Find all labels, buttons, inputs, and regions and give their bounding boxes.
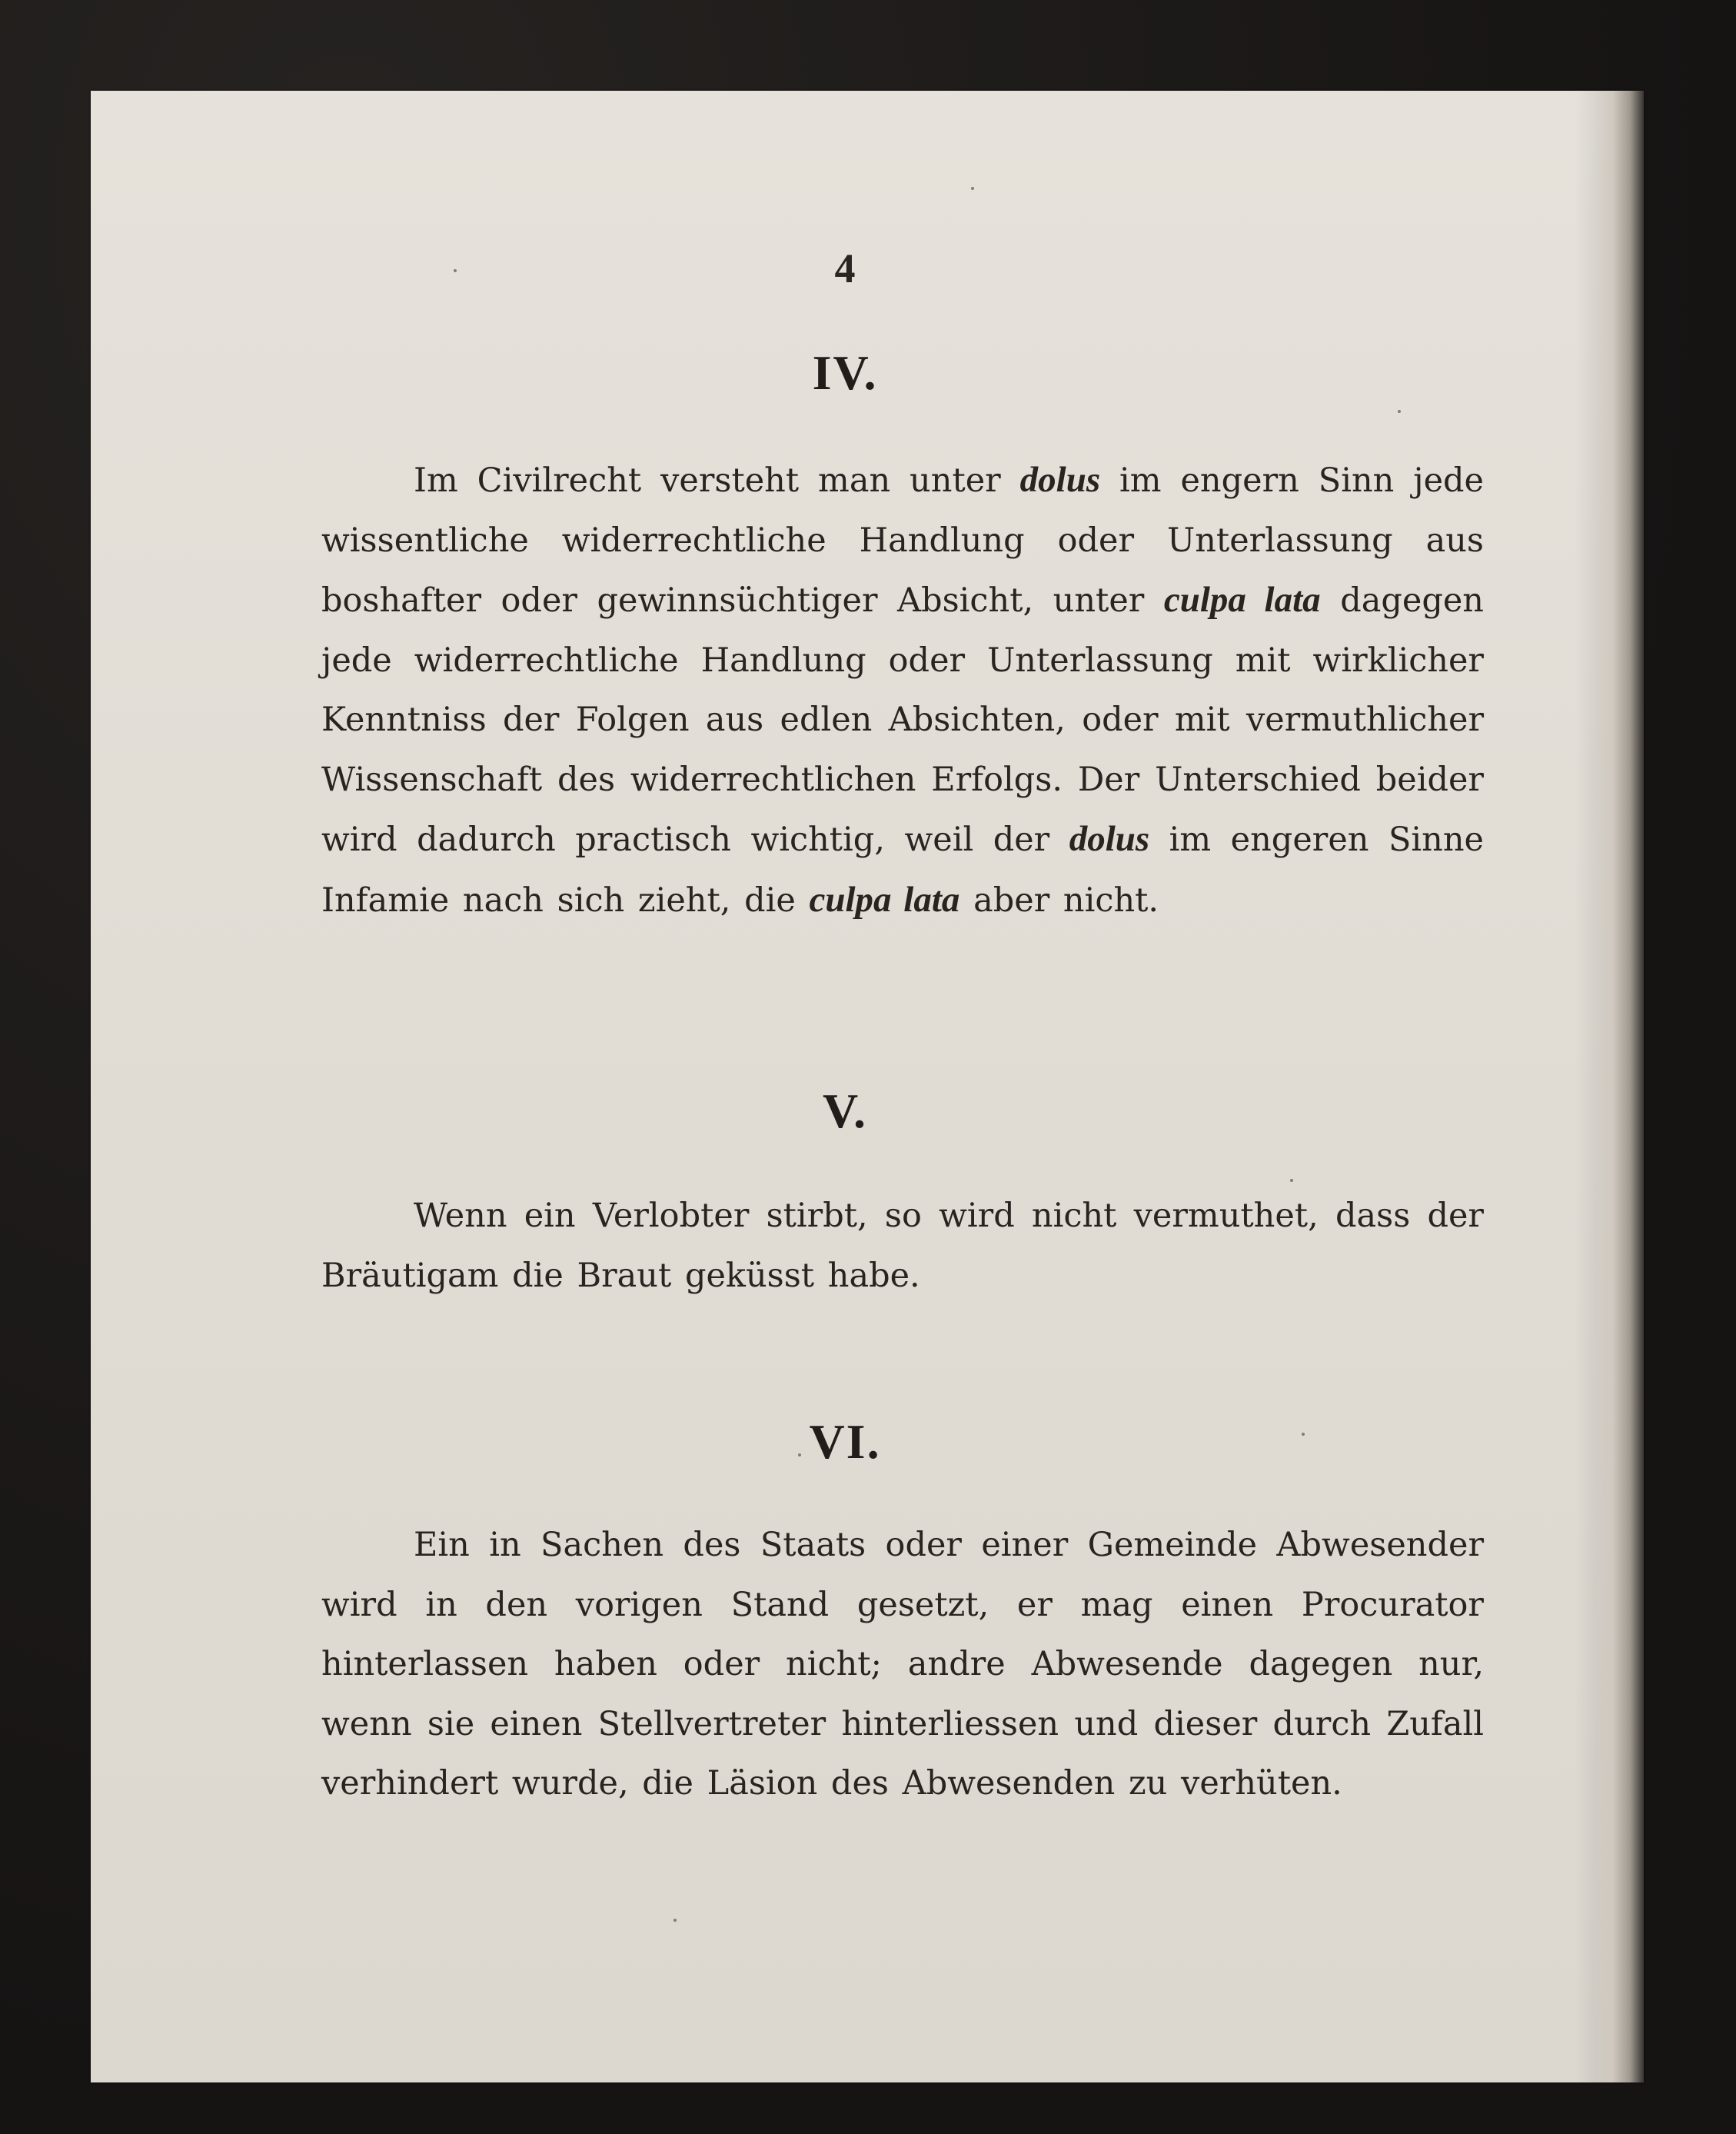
paper-speck: [454, 269, 457, 272]
italic-term: culpa lata: [1163, 580, 1321, 620]
paper-speck: [798, 1453, 801, 1457]
text-run: im engern Sinn jede wissentliche widerrechtliche Handlung oder Unterlassung aus boshafter oder gewinnsüchtiger Absicht, unter: [321, 461, 1484, 620]
italic-term: dolus: [1069, 819, 1150, 859]
section-paragraph-iv: [321, 451, 1484, 931]
section-paragraph-v: [321, 1187, 1484, 1306]
paper-speck: [971, 187, 974, 190]
text-run: Ein in Sachen des Staats oder einer Gemeinde Abwesender wird in den vorigen Stand gesetzt, er mag einen Procurator hinterlassen haben oder nicht; andre Abwesende dagegen nur, wenn sie einen Stellvertreter hinterliessen und dieser durch Zufall verhindert wurde, die Läsion des Abwesenden zu verhüten.: [321, 1526, 1484, 1803]
section-heading-vi: VI.: [809, 1414, 881, 1469]
italic-term: culpa lata: [809, 879, 960, 920]
section-heading-iv: IV.: [812, 345, 878, 400]
paper-speck: [1290, 1179, 1293, 1182]
text-run: im engeren Sinne Infamie nach sich zieht, die: [321, 821, 1484, 920]
text-run: aber nicht.: [959, 881, 1159, 920]
text-run: Wenn ein Verlobter stirbt, so wird nicht vermuthet, dass der Bräutigam die Braut geküsst habe.: [321, 1197, 1484, 1295]
section-paragraph-vi: [321, 1516, 1484, 1814]
page-number: 4: [834, 245, 856, 291]
paper-speck: [1302, 1433, 1305, 1436]
paper-speck: [1398, 410, 1401, 413]
italic-term: dolus: [1019, 460, 1101, 500]
text-run: Im Civilrecht versteht man unter: [414, 461, 1020, 500]
section-heading-v: V.: [823, 1084, 867, 1138]
text-run: dagegen jede widerrechtliche Handlung oder Unterlassung mit wirklicher Kenntniss der Folgen aus edlen Absichten, oder mit vermuthlicher Wissenschaft des widerrechtlichen Erfolgs. Der Unterschied beider wird dadurch practisch wichtig, weil der: [321, 581, 1484, 859]
paper-speck: [673, 1919, 677, 1922]
book-page: [91, 91, 1644, 2082]
